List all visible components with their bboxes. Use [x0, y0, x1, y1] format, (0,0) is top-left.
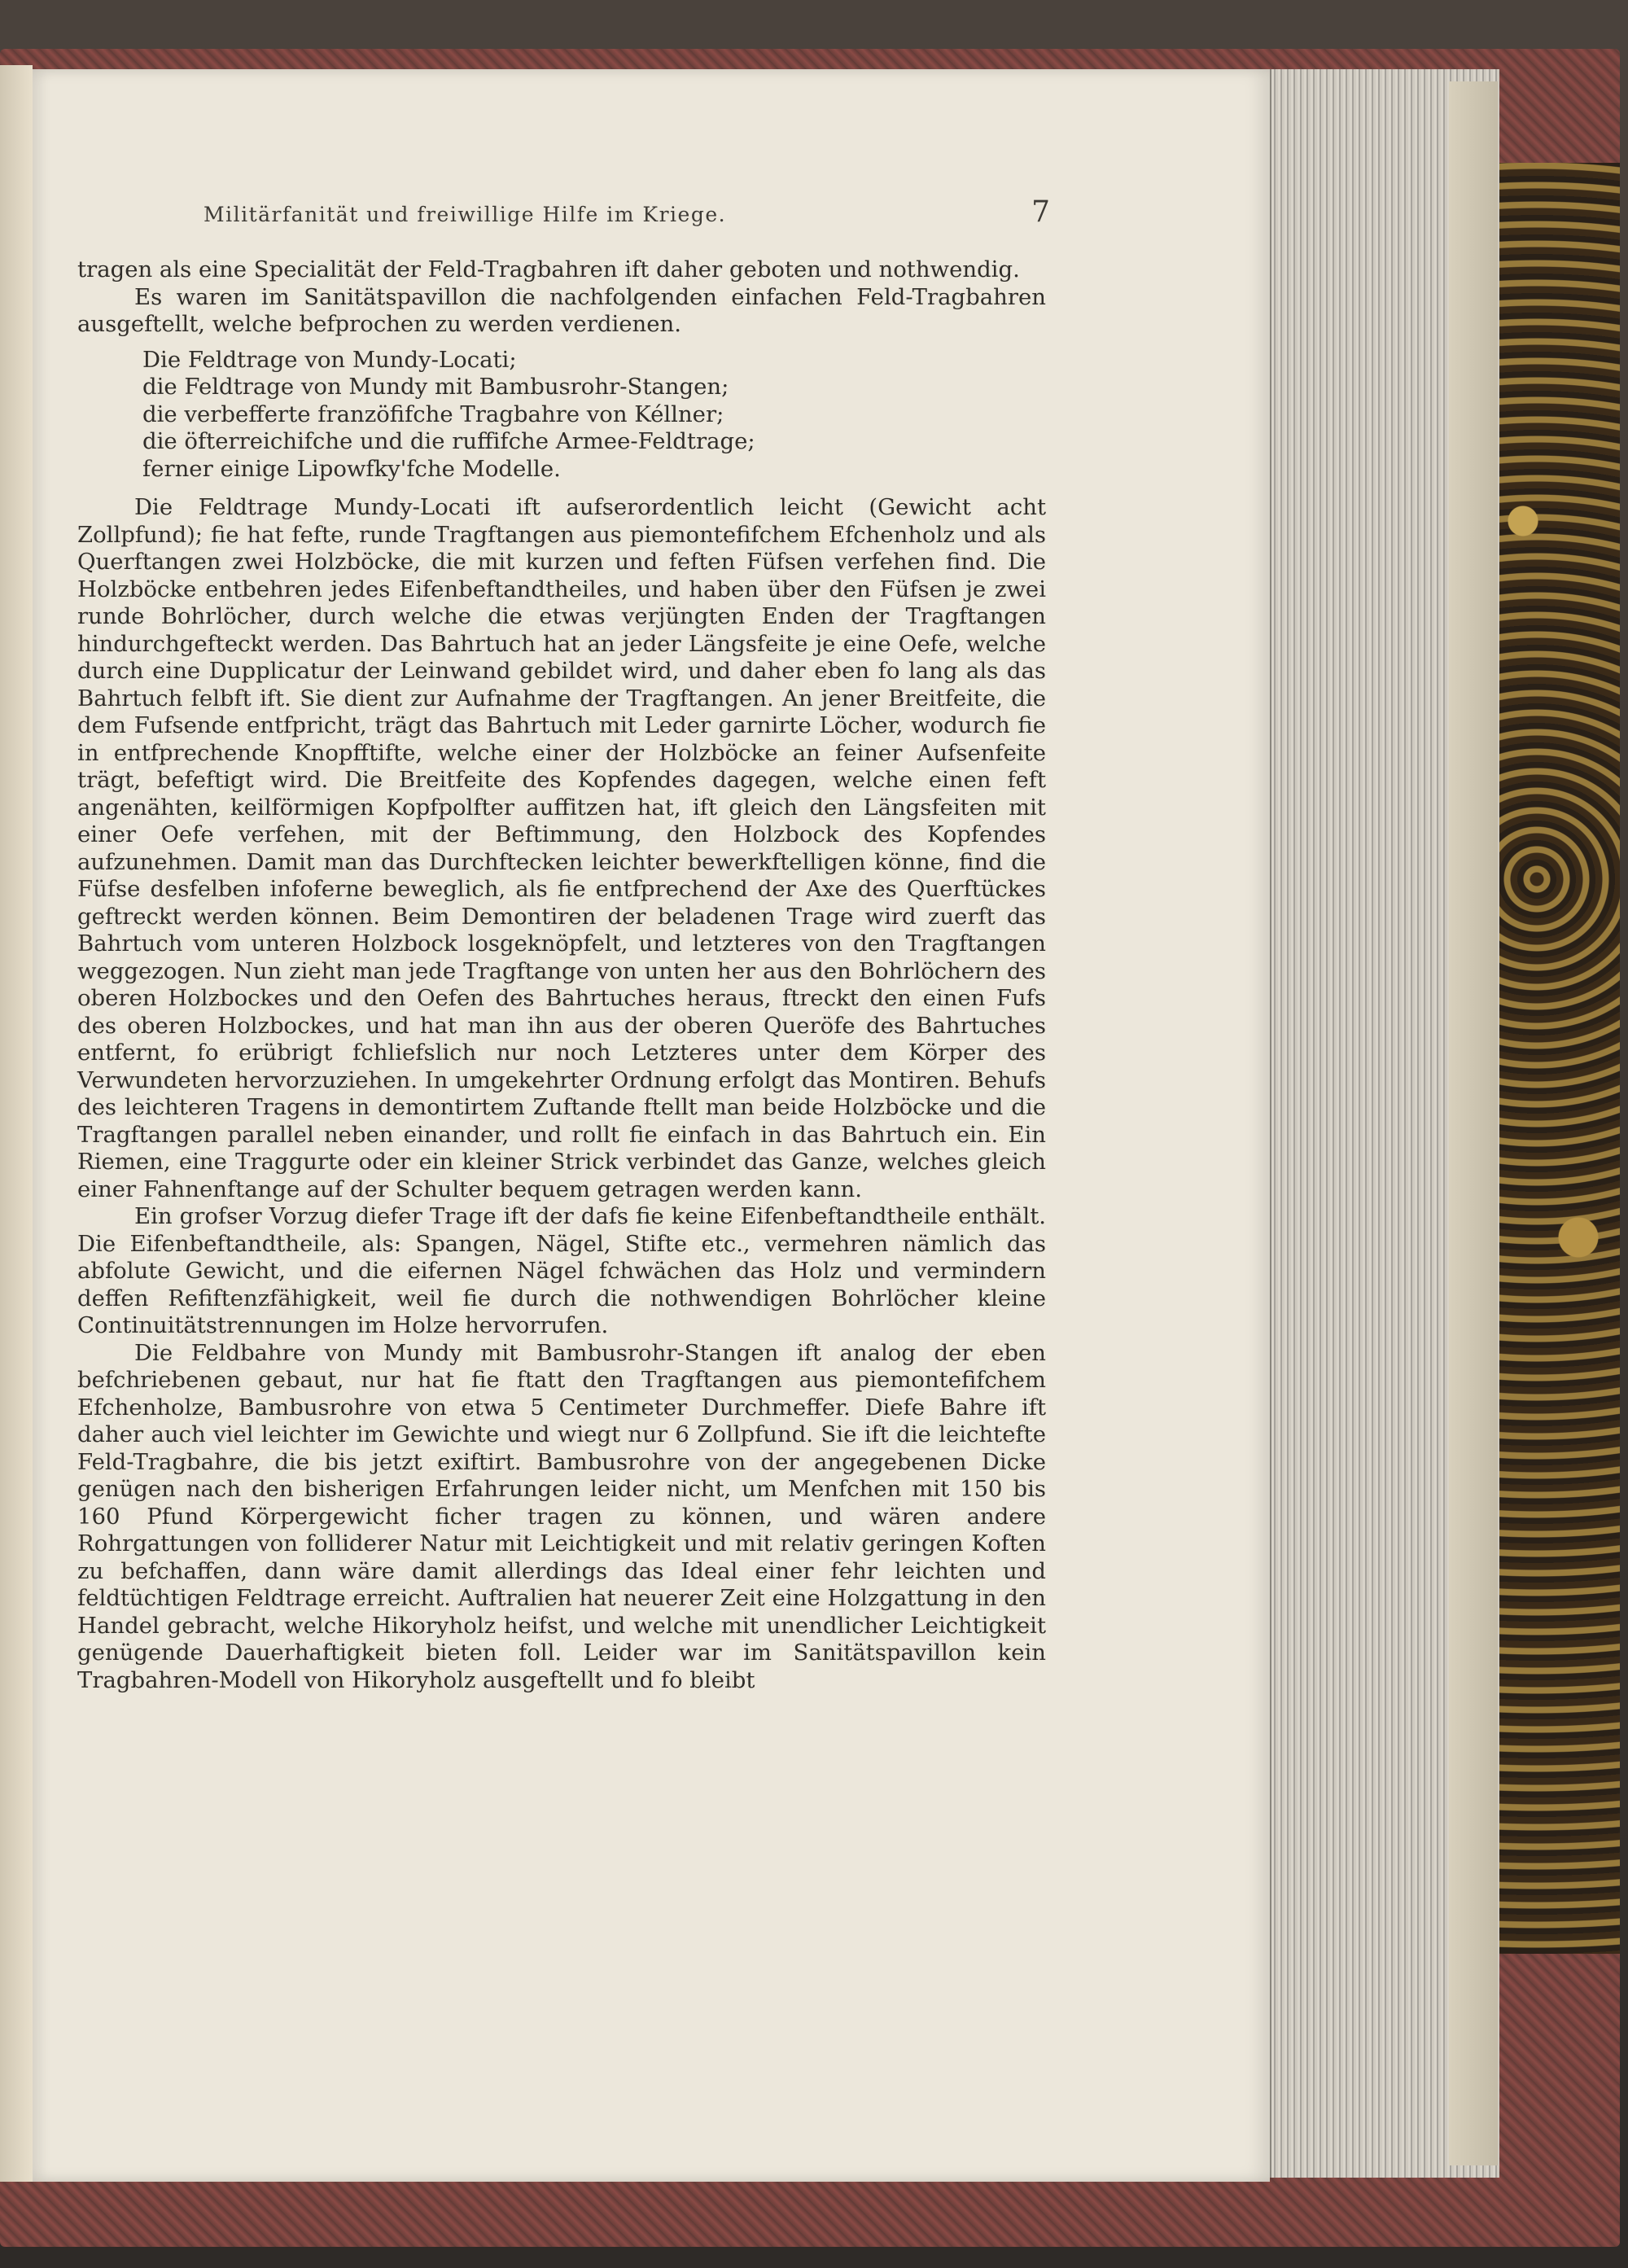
list-item: die öfterreichifche und die ruffifche Armee-Feldtrage; [142, 428, 755, 454]
running-header [138, 195, 1050, 229]
running-title: Militärfanität und freiwillige Hilfe im Kriege. [204, 203, 727, 226]
list-item: Die Feldtrage von Mundy-Locati; [142, 346, 517, 373]
page-number: 7 [1031, 195, 1050, 229]
marbled-endpaper [1481, 163, 1620, 1954]
paragraph-2: Es waren im Sanitätspavillon die nachfolgenden einfachen Feld-Tragbahren ausgeftellt, welche befprochen zu werden verdienen. [77, 283, 1046, 337]
paragraph-3: Die Feldtrage Mundy-Locati ift aufserordentlich leicht (Gewicht acht Zollpfund); fie hat fefte, runde Tragftangen aus piemontefifchem Efchenholz und als Querftangen zwei Holzböcke, die mit kurzen und feften Füfsen verfehen find. Die Holzböcke entbehren jedes Eifenbeftandtheiles, und haben über den Füfsen je zwei runde Bohrlöcher, durch welche die etwas verjüngten Enden der Tragftangen hindurchgefteckt werden. Das Bahrtuch hat an jeder Längsfeite je eine Oefe, welche durch eine Dupplicatur der Leinwand gebildet wird, und daher eben fo lang als das Bahrtuch felbft ift. Sie dient zur Aufnahme der Tragftangen. An jener Breitfeite, die dem Fufsende entfpricht, trägt das Bahrtuch mit Leder garnirte Löcher, wodurch fie in entfprechende Knopfftifte, welche einer der Holzböcke an feiner Aufsenfeite trägt, befeftigt wird. Die Breitfeite des Kopfendes dagegen, welche einen feft angenähten, keilförmigen Kopfpolfter auffitzen hat, ift gleich den Längsfeiten mit einer Oefe verfehen, mit der Beftimmung, den Holzbock des Kopfendes aufzunehmen. Damit man das Durchftecken leichter bewerkftelligen könne, find die Füfse desfelben infoferne beweglich, als fie entfprechend der Axe des Querftückes geftreckt werden können. Beim Demontiren der beladenen Trage wird zuerft das Bahrtuch vom unteren Holzbock losgeknöpfelt, und letzteres von den Tragftangen weggezogen. Nun zieht man jede Tragftange von unten her aus den Bohrlöchern des oberen Holzbockes und den Oefen des Bahrtuches heraus, ftreckt den einen Fufs des oberen Holzbockes, und hat man ihn aus der oberen Queröfe des Bahrtuches entfernt, fo erübrigt fchliefslich nur noch Letzteres unter dem Körper des Verwundeten hervorzuziehen. In umgekehrter Ordnung erfolgt das Montiren. Behufs des leichteren Tragens in demontirtem Zuftande ftellt man beide Holzböcke und die Tragftangen parallel neben einander, und rollt fie einfach in das Bahrtuch ein. Ein Riemen, eine Traggurte oder ein kleiner Strick verbindet das Ganze, welches gleich einer Fahnenftange auf der Schulter bequem getragen werden kann. [77, 494, 1046, 1202]
page-stack-outer [1449, 81, 1498, 2165]
paragraph-4: Ein grofser Vorzug diefer Trage ift der dafs fie keine Eifenbeftandtheile enthält. Die Eifenbeftandtheile, als: Spangen, Nägel, Stifte etc., vermehren nämlich das abfolute Gewicht, und die eifernen Nägel fchwächen das Holz und vermindern deffen Refiftenzfähigkeit, weil fie durch die nothwendigen Bohrlöcher kleine Continuitätstrennungen im Holze hervorrufen. [77, 1203, 1046, 1338]
list-item: die Feldtrage von Mundy mit Bambusrohr-Stangen; [142, 374, 729, 400]
body-text [77, 256, 1046, 1694]
left-page-edge [0, 65, 33, 2182]
paragraph-1: tragen als eine Specialität der Feld-Tragbahren ift daher geboten und nothwendig. [77, 256, 1020, 282]
stretcher-list [142, 347, 1046, 484]
paragraph-5: Die Feldbahre von Mundy mit Bambusrohr-Stangen ift analog der eben befchriebenen gebaut, nur hat fie ftatt den Tragftangen aus piemontefifchem Efchenholze, Bambusrohre von etwa 5 Centimeter Durchmeffer. Diefe Bahre ift daher auch viel leichter im Gewichte und wiegt nur 6 Zollpfund. Sie ift die leichtefte Feld-Tragbahre, die bis jetzt exiftirt. Bambusrohre von der angegebenen Dicke genügen nach den bisherigen Erfahrungen leider nicht, um Menfchen mit 150 bis 160 Pfund Körpergewicht ficher tragen zu können, und wären andere Rohrgattungen von folliderer Natur mit Leichtigkeit und mit relativ geringen Koften zu befchaffen, dann wäre damit allerdings das Ideal einer fehr leichten und feldtüchtigen Feldtrage erreicht. Auftralien hat neuerer Zeit eine Holzgattung in den Handel gebracht, welche Hikoryholz heifst, und welche mit unendlicher Leichtigkeit genügende Dauerhaftigkeit bieten foll. Leider war im Sanitätspavillon kein Tragbahren-Modell von Hikoryholz ausgeftellt und fo bleibt [77, 1339, 1046, 1693]
list-item: die verbefferte franzöfifche Tragbahre von Kéllner; [142, 401, 724, 427]
list-item: ferner einige Lipowfky'fche Modelle. [142, 455, 561, 482]
